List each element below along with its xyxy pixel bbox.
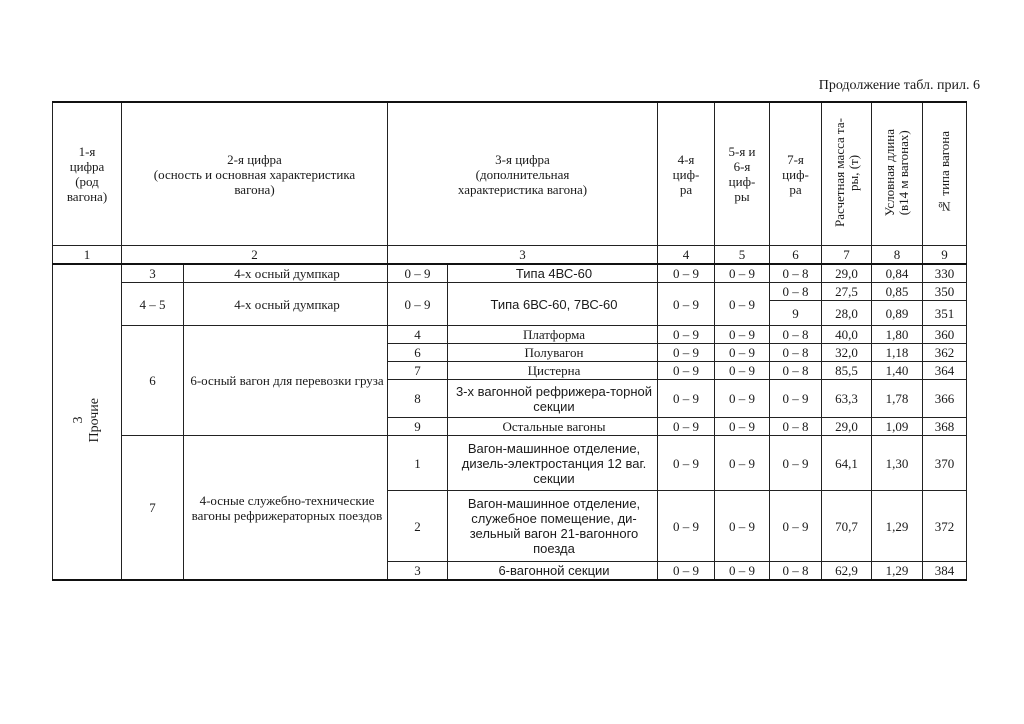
header-col9: № типа вагона (923, 102, 967, 246)
colnum: 5 (715, 246, 770, 265)
group-desc: 6-осный вагон для перевозки груза (184, 326, 388, 436)
type-no: 370 (923, 436, 967, 491)
group-desc: 4-х осный думпкар (184, 283, 388, 326)
digit56: 0 – 9 (715, 436, 770, 491)
mass: 64,1 (822, 436, 872, 491)
mass: 63,3 (822, 380, 872, 418)
type-no: 366 (923, 380, 967, 418)
digit7: 0 – 9 (770, 491, 822, 562)
desc3: Типа 6ВС-60, 7ВС-60 (448, 283, 658, 326)
group-desc: 4-осные служебно-технические вагоны рефрижераторных поездов (184, 436, 388, 581)
digit4: 0 – 9 (658, 418, 715, 436)
digit3: 0 – 9 (388, 283, 448, 326)
wagon-code-table (52, 101, 967, 581)
header-col5: 5-я и 6-я циф- ры (715, 102, 770, 246)
mass: 85,5 (822, 362, 872, 380)
type-no: 364 (923, 362, 967, 380)
digit3: 2 (388, 491, 448, 562)
mass: 70,7 (822, 491, 872, 562)
digit7: 0 – 8 (770, 362, 822, 380)
digit56: 0 – 9 (715, 418, 770, 436)
digit7: 0 – 9 (770, 436, 822, 491)
desc3: 3-х вагонной рефрижера-торной секции (448, 380, 658, 418)
type-no: 362 (923, 344, 967, 362)
digit7: 0 – 8 (770, 264, 822, 283)
mass: 29,0 (822, 418, 872, 436)
header-col1: 1-я цифра (род вагона) (53, 102, 122, 246)
digit3: 9 (388, 418, 448, 436)
desc3: Остальные вагоны (448, 418, 658, 436)
desc3: Полувагон (448, 344, 658, 362)
length: 1,29 (872, 562, 923, 581)
rod-cell (53, 264, 122, 580)
colnum: 8 (872, 246, 923, 265)
length: 0,85 (872, 283, 923, 301)
digit4: 0 – 9 (658, 380, 715, 418)
digit56: 0 – 9 (715, 362, 770, 380)
length: 1,40 (872, 362, 923, 380)
digit7: 0 – 8 (770, 562, 822, 581)
mass: 28,0 (822, 301, 872, 326)
length: 1,78 (872, 380, 923, 418)
mass: 27,5 (822, 283, 872, 301)
mass: 32,0 (822, 344, 872, 362)
digit4: 0 – 9 (658, 436, 715, 491)
header-col7: Расчетная масса та- ры, (т) (822, 102, 872, 246)
table-row (53, 326, 967, 344)
digit3: 1 (388, 436, 448, 491)
digit7: 0 – 8 (770, 418, 822, 436)
colnum: 6 (770, 246, 822, 265)
header-col8: Условная длина (в14 м вагонах) (872, 102, 923, 246)
table-row (53, 264, 967, 283)
group-digit: 4 – 5 (122, 283, 184, 326)
type-no: 330 (923, 264, 967, 283)
length: 1,29 (872, 491, 923, 562)
desc3: Цистерна (448, 362, 658, 380)
desc3: Вагон-машинное отделение, дизель-электростанция 12 ваг. секции (448, 436, 658, 491)
group-digit: 7 (122, 436, 184, 581)
type-no: 384 (923, 562, 967, 581)
length: 0,84 (872, 264, 923, 283)
digit7: 0 – 8 (770, 344, 822, 362)
digit4: 0 – 9 (658, 562, 715, 581)
digit56: 0 – 9 (715, 264, 770, 283)
type-no: 360 (923, 326, 967, 344)
digit56: 0 – 9 (715, 380, 770, 418)
type-no: 351 (923, 301, 967, 326)
digit3: 7 (388, 362, 448, 380)
table-row (53, 283, 967, 301)
header-col6: 7-я циф- ра (770, 102, 822, 246)
digit7: 0 – 9 (770, 380, 822, 418)
digit56: 0 – 9 (715, 283, 770, 326)
digit3: 3 (388, 562, 448, 581)
group-digit: 3 (122, 264, 184, 283)
colnum: 2 (122, 246, 388, 265)
header-col3: 3-я цифра (дополнительная характеристика вагона) (388, 102, 658, 246)
group-desc: 4-х осный думпкар (184, 264, 388, 283)
digit3: 4 (388, 326, 448, 344)
digit56: 0 – 9 (715, 326, 770, 344)
colnum: 4 (658, 246, 715, 265)
rod-digit: 3 (71, 417, 86, 424)
digit56: 0 – 9 (715, 491, 770, 562)
length: 1,18 (872, 344, 923, 362)
digit7: 9 (770, 301, 822, 326)
header-row (53, 102, 967, 246)
desc3: Типа 4ВС-60 (448, 264, 658, 283)
digit4: 0 – 9 (658, 344, 715, 362)
rod-name: Прочие (87, 398, 102, 443)
table-row (53, 436, 967, 491)
digit4: 0 – 9 (658, 326, 715, 344)
digit7: 0 – 8 (770, 283, 822, 301)
type-no: 350 (923, 283, 967, 301)
desc3: Вагон-машинное отделение, служебное помещение, ди-зельный вагон 21-вагонного поезда (448, 491, 658, 562)
type-no: 368 (923, 418, 967, 436)
digit56: 0 – 9 (715, 344, 770, 362)
colnum: 3 (388, 246, 658, 265)
digit4: 0 – 9 (658, 362, 715, 380)
type-no: 372 (923, 491, 967, 562)
digit4: 0 – 9 (658, 264, 715, 283)
desc3: Платформа (448, 326, 658, 344)
mass: 62,9 (822, 562, 872, 581)
header-col2: 2-я цифра (осность и основная характеристика вагона) (122, 102, 388, 246)
digit3: 0 – 9 (388, 264, 448, 283)
colnum: 9 (923, 246, 967, 265)
colnum: 1 (53, 246, 122, 265)
digit7: 0 – 8 (770, 326, 822, 344)
colnum: 7 (822, 246, 872, 265)
digit4: 0 – 9 (658, 283, 715, 326)
digit56: 0 – 9 (715, 562, 770, 581)
length: 1,09 (872, 418, 923, 436)
digit4: 0 – 9 (658, 491, 715, 562)
digit3: 8 (388, 380, 448, 418)
mass: 29,0 (822, 264, 872, 283)
header-col4: 4-я циф- ра (658, 102, 715, 246)
length: 0,89 (872, 301, 923, 326)
length: 1,30 (872, 436, 923, 491)
table-caption: Продолжение табл. прил. 6 (818, 78, 980, 93)
length: 1,80 (872, 326, 923, 344)
mass: 40,0 (822, 326, 872, 344)
group-digit: 6 (122, 326, 184, 436)
column-number-row (53, 246, 967, 265)
desc3: 6-вагонной секции (448, 562, 658, 581)
digit3: 6 (388, 344, 448, 362)
